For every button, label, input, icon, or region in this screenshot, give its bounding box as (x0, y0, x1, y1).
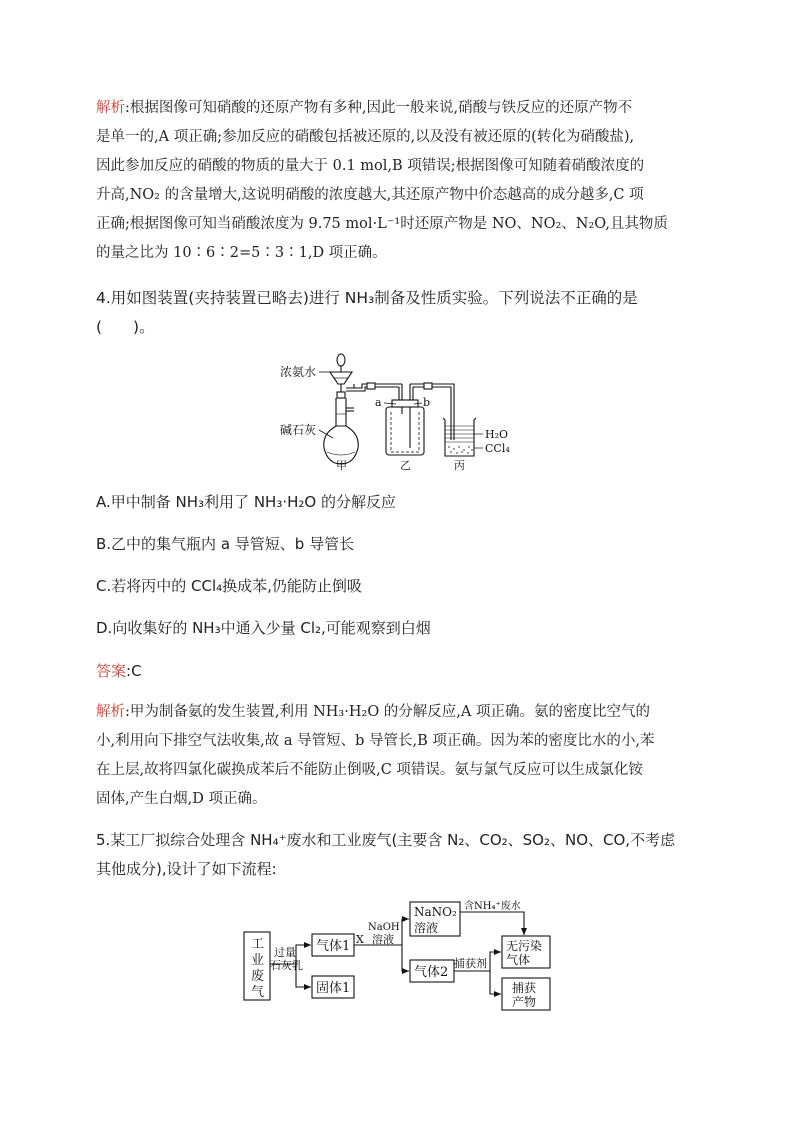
flask-jia (324, 354, 359, 464)
apparatus-figure (278, 348, 528, 473)
analysis-line: 固体,产生白烟,D 项正确。 (96, 791, 267, 807)
beaker-bing (443, 418, 483, 456)
answer-label: 答案 (96, 662, 127, 680)
analysis-line: 小,利用向下排空气法收集,故 a 导管短、b 导管长,B 项正确。因为苯的密度比水的小,苯 (96, 733, 655, 749)
analysis-line: 是单一的,A 项正确;参加反应的硝酸包括被还原的,以及没有被还原的(转化为硝酸盐), (96, 129, 635, 145)
label-product: 产物 (512, 995, 537, 1009)
label-bing: 丙 (454, 459, 465, 472)
label-solution: 溶液 (372, 933, 394, 946)
label-ccl4: CCl₄ (485, 442, 510, 455)
label-lime-milk: 石灰乳 (270, 959, 303, 972)
pointer-line (414, 403, 422, 404)
arrow-to-product (490, 971, 501, 994)
analysis-line (96, 94, 698, 123)
label-ammonia-water: 浓氨水 (280, 365, 317, 379)
label-excess: 过量 (274, 946, 296, 959)
question-stem-text: 4.用如图装置(夹持装置已略去)进行 NH₃制备及性质实验。下列说法不正确的是 (96, 289, 638, 307)
label-captured: 捕获 (512, 981, 537, 995)
label-solid-1: 固体1 (316, 981, 351, 996)
question-4-stem (96, 284, 698, 342)
arrow-to-clean-gas-2 (490, 952, 501, 971)
label-gas: 气体 (506, 953, 531, 967)
label-gas-2: 气体2 (414, 965, 449, 980)
waste-gas-char: 业 (251, 953, 265, 968)
analysis-line (96, 698, 698, 727)
question-stem-text: 5.某工厂拟综合处理含 NH₄⁺废水和工业废气(主要含 N₂、CO₂、SO₂、NO、CO,不考虑 (96, 831, 676, 849)
label-soda-lime: 碱石灰 (280, 423, 317, 437)
answer-line (96, 660, 142, 682)
option-c: C.若将丙中的 CCl₄换成苯,仍能防止倒吸 (96, 577, 362, 595)
pointer-line (319, 430, 333, 438)
arrow-to-gas2 (402, 945, 409, 971)
label-jia: 甲 (336, 459, 347, 472)
waste-gas-char: 气 (251, 985, 265, 1000)
label-capture-agent: 捕获剂 (454, 957, 487, 970)
label-yi: 乙 (400, 459, 411, 472)
analysis-line: 因此参加反应的硝酸的物质的量大于 0.1 mol,B 项错误;根据图像可知随着硝酸浓度的 (96, 158, 645, 174)
analysis-text: :甲为制备氨的发生装置,利用 NH₃·H₂O 的分解反应,A 项正确。氨的密度比空气的 (125, 704, 650, 720)
connecting-tube-1 (346, 383, 402, 400)
process-flowchart (238, 896, 558, 1014)
pointer-line (384, 403, 396, 404)
label-nano2: NaNO₂ (414, 905, 457, 919)
arrow-to-clean-gas (460, 912, 524, 935)
label-pollution-free: 无污染 (506, 939, 543, 953)
analysis-line: 在上层,故将四氯化碳换成苯后不能防止倒吸,C 项错误。氨与氯气反应可以生成氯化铵 (96, 762, 643, 778)
waste-gas-char: 废 (251, 969, 265, 984)
analysis-line: 正确;根据图像可知当硝酸浓度为 9.75 mol·L⁻¹时还原产物是 NO、NO₂、N₂O,且其物质 (96, 216, 668, 232)
answer-value: :C (126, 662, 142, 680)
analysis-label: 解析 (96, 704, 125, 720)
analysis-line: 升高,NO₂ 的含量增大,这说明硝酸的浓度越大,其还原产物中价态越高的成分越多,C 项 (96, 187, 644, 203)
label-gas-1: 气体1 (316, 939, 351, 954)
arrow-to-nano2 (402, 919, 409, 945)
analysis-label: 解析 (96, 100, 125, 116)
analysis-text: :根据图像可知硝酸的还原产物有多种,因此一般来说,硝酸与铁反应的还原产物不 (125, 100, 633, 116)
option-a: A.甲中制备 NH₃利用了 NH₃·H₂O 的分解反应 (96, 493, 396, 511)
analysis-paragraph-1 (96, 94, 698, 268)
option-b: B.乙中的集气瓶内 a 导管短、b 导管长 (96, 535, 355, 553)
analysis-paragraph-2 (96, 698, 698, 814)
label-water: H₂O (485, 428, 509, 441)
question-5-stem (96, 826, 698, 884)
label-tube-b: b (423, 396, 431, 409)
label-tube-a: a (375, 396, 382, 409)
label-naoh: NaOH (368, 922, 400, 933)
waste-gas-char: 工 (251, 937, 265, 952)
label-nano2-solution: 溶液 (414, 921, 439, 935)
answer-blank: ( )。 (96, 318, 155, 336)
option-d: D.向收集好的 NH₃中通入少量 Cl₂,可能观察到白烟 (96, 619, 431, 637)
question-stem-text: 其他成分),设计了如下流程: (96, 860, 277, 878)
label-ammonium-wastewater: 含NH₄⁺废水 (464, 901, 521, 912)
label-x: X (356, 933, 364, 946)
analysis-line: 的量之比为 10∶6∶2=5∶3∶1,D 项正确。 (96, 245, 387, 261)
